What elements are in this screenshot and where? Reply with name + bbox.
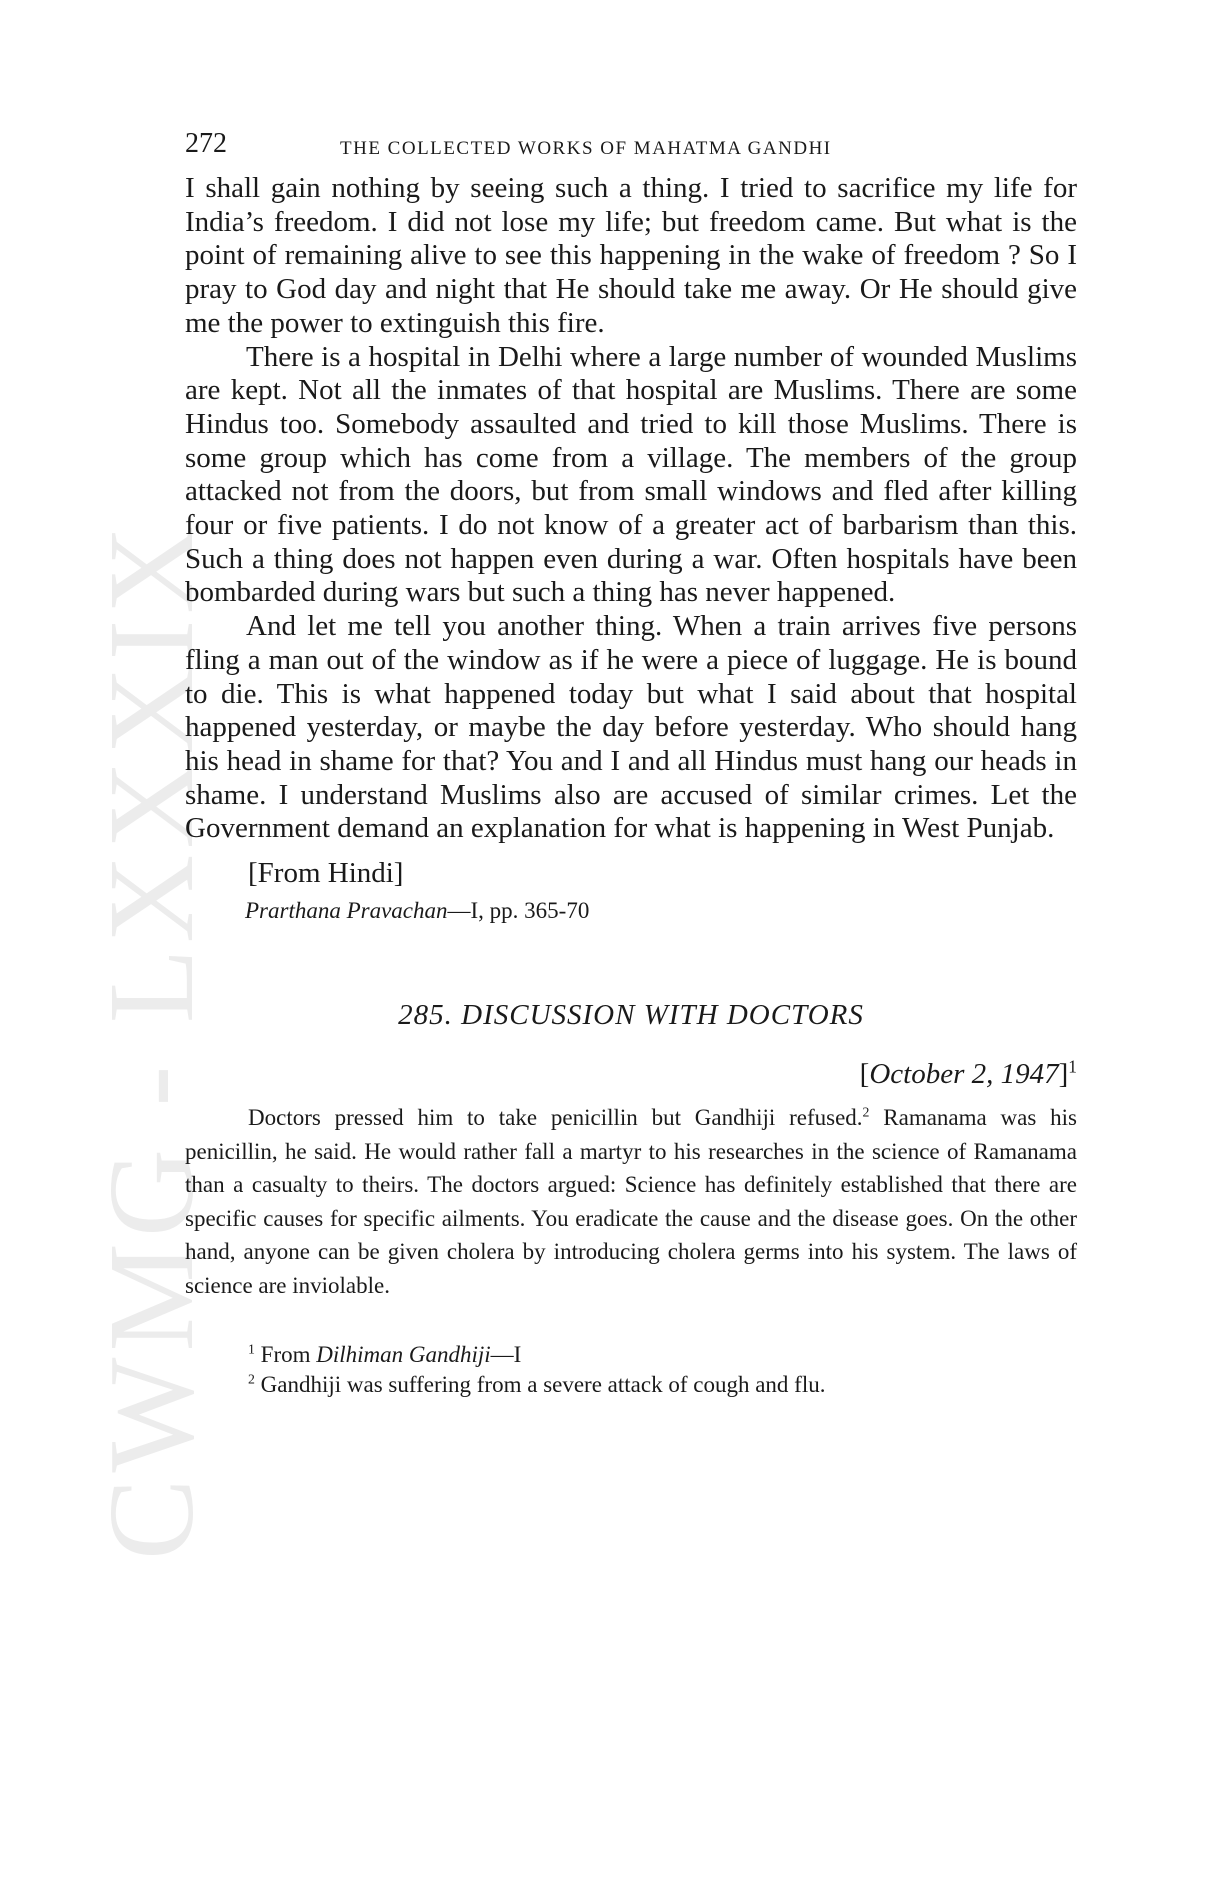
running-title: THE COLLECTED WORKS OF MAHATMA GANDHI xyxy=(340,138,832,159)
page-number: 272 xyxy=(185,128,227,159)
paragraph-2: There is a hospital in Delhi where a large number of wounded Muslims are kept. Not all the inmates of that hospital are Muslims. There are some Hindus too. Somebody assaulted and tried to kill those Muslims. There is some group which has come from a village. The members of the group attacked not from the doors, but from small windows and fled after killing four or five patients. I do not know of a greater act of barbarism than this. Such a thing does not happen even during a war. Often hospitals have been bombarded during wars but such a thing has never happened. xyxy=(185,340,1077,609)
watermark-text: CWMG - LXXXIX xyxy=(84,519,219,1560)
paragraph-1: I shall gain nothing by seeing such a thing. I tried to sacrifice my life for India’s freedom. I did not lose my life; but freedom came. But what is the point of remaining alive to see this happening in the wake of freedom ? So I pray to God day and night that He should take me away. Or He should give me the power to extinguish this fire. xyxy=(185,172,1077,339)
page xyxy=(185,128,1077,1400)
footnote-1-title: Dilhiman Gandhiji xyxy=(316,1342,491,1368)
section-title: 285. DISCUSSION WITH DOCTORS xyxy=(398,999,864,1032)
footnote-1-suffix: —I xyxy=(490,1342,522,1368)
footnote-2-number: 2 xyxy=(248,1371,255,1387)
footnote-1 xyxy=(248,1340,1077,1370)
footnote-2 xyxy=(248,1370,1077,1400)
date-bracket-close: ] xyxy=(1058,1058,1069,1091)
citation-title: Prarthana Pravachan xyxy=(245,898,448,924)
citation xyxy=(245,896,1077,926)
footnote-ref-1: 1 xyxy=(1068,1056,1077,1077)
section-paragraph xyxy=(185,1101,1077,1302)
footnote-1-number: 1 xyxy=(248,1341,255,1357)
running-head xyxy=(185,128,1077,172)
date-text: October 2, 1947 xyxy=(869,1058,1059,1091)
footnote-1-prefix: From xyxy=(254,1342,317,1368)
footnotes xyxy=(248,1340,1077,1400)
source-language-note: [From Hindi] xyxy=(248,857,404,890)
footnote-ref-2: 2 xyxy=(862,1104,870,1120)
section-date xyxy=(185,1058,1077,1091)
section-paragraph-part2: Ramanama was his penicillin, he said. He would rather fall a martyr to his researches in the science of Ramanama than a casualty to theirs. The doctors argued: Science has definitely established that there are specific causes for specific ailments. You eradicate the cause and the disease goes. On the other hand, anyone can be given cholera by introducing cholera germs into his system. The laws of science are inviolable. xyxy=(185,1105,1077,1298)
citation-pages: —I, pp. 365-70 xyxy=(447,898,590,924)
section-paragraph-part1: Doctors pressed him to take penicillin but Gandhiji refused. xyxy=(248,1105,863,1131)
footnote-2-text: Gandhiji was suffering from a severe attack of cough and flu. xyxy=(254,1372,826,1398)
date-bracket-open: [ xyxy=(859,1058,870,1091)
paragraph-3: And let me tell you another thing. When a train arrives five persons fling a man out of the window as if he were a piece of luggage. He is bound to die. This is what happened today but what I said about that hospital happened yesterday, or maybe the day before yesterday. Who should hang his head in shame for that? You and I and all Hindus must hang our heads in shame. I understand Muslims also are accused of similar crimes. Let the Government demand an explanation for what is happening in West Punjab. xyxy=(185,610,1077,845)
